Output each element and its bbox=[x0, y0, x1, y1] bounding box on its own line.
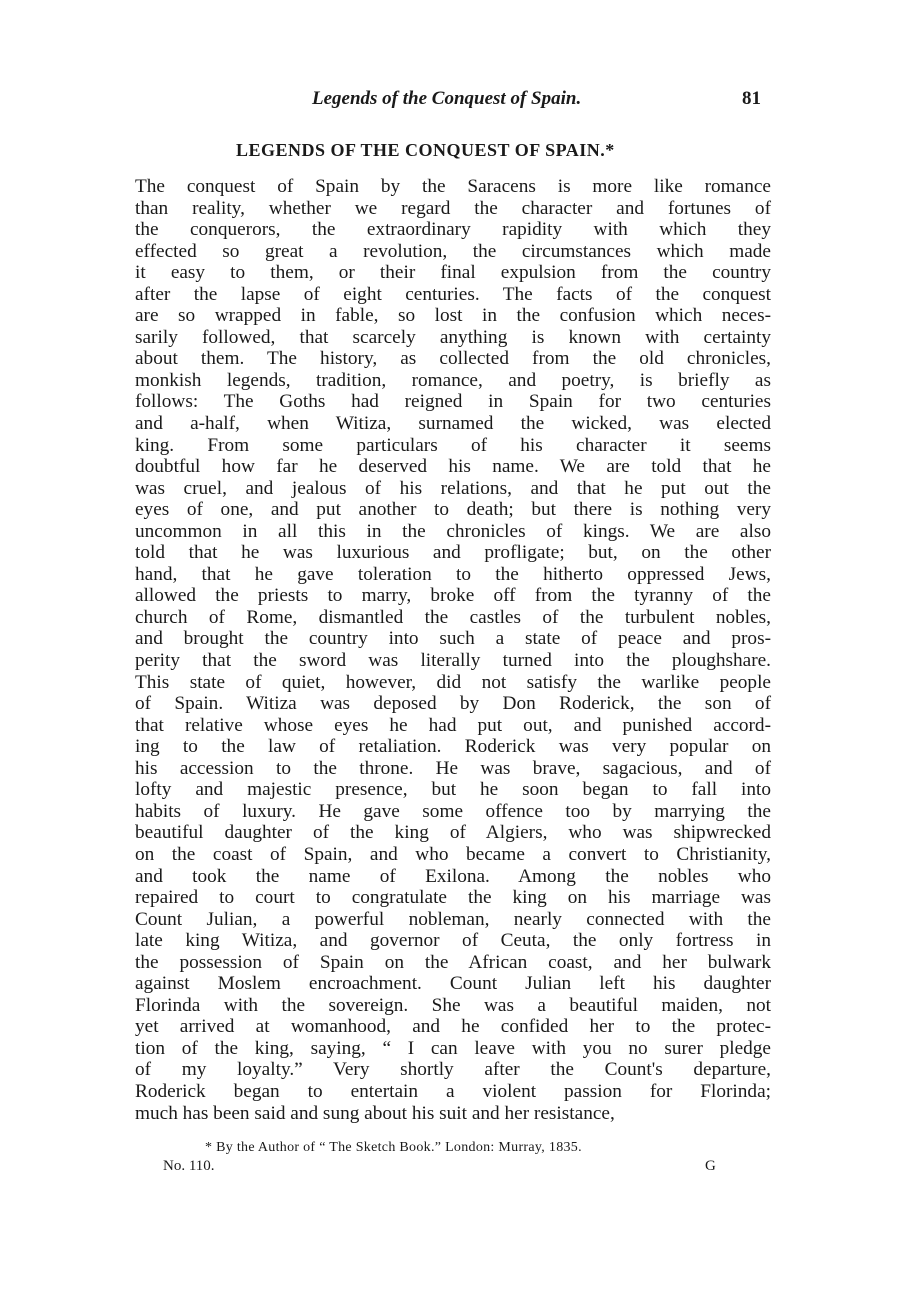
text-line: effected so great a revolution, the circumstances which made bbox=[135, 240, 771, 262]
text-line: and a-half, when Witiza, surnamed the wicked, was elected bbox=[135, 413, 771, 435]
text-line: the possession of Spain on the African coast, and her bulwark bbox=[135, 951, 771, 973]
text-line: yet arrived at womanhood, and he confided her to the protec- bbox=[135, 1016, 771, 1038]
text-line: hand, that he gave toleration to the hitherto oppressed Jews, bbox=[135, 563, 771, 585]
text-line: king. From some particulars of his character it seems bbox=[135, 434, 771, 456]
text-line: Roderick began to entertain a violent passion for Florinda; bbox=[135, 1080, 771, 1102]
text-line: Florinda with the sovereign. She was a beautiful maiden, not bbox=[135, 994, 771, 1016]
text-line: late king Witiza, and governor of Ceuta, the only fortress in bbox=[135, 930, 771, 952]
text-line: uncommon in all this in the chronicles of kings. We are also bbox=[135, 520, 771, 542]
text-line: lofty and majestic presence, but he soon began to fall into bbox=[135, 779, 771, 801]
text-line: of Spain. Witiza was deposed by Don Roderick, the son of bbox=[135, 693, 771, 715]
text-line: allowed the priests to marry, broke off from the tyranny of the bbox=[135, 585, 771, 607]
text-line: his accession to the throne. He was brave, sagacious, and of bbox=[135, 757, 771, 779]
text-line: perity that the sword was literally turned into the ploughshare. bbox=[135, 650, 771, 672]
text-line: it easy to them, or their final expulsion from the country bbox=[135, 262, 771, 284]
text-line: about them. The history, as collected from the old chronicles, bbox=[135, 348, 771, 370]
text-line: doubtful how far he deserved his name. We are told that he bbox=[135, 456, 771, 478]
text-line: of my loyalty.” Very shortly after the Count's departure, bbox=[135, 1059, 771, 1081]
text-line: after the lapse of eight centuries. The facts of the conquest bbox=[135, 283, 771, 305]
text-line: church of Rome, dismantled the castles of the turbulent nobles, bbox=[135, 606, 771, 628]
text-line: and took the name of Exilona. Among the nobles who bbox=[135, 865, 771, 887]
page-number: 81 bbox=[742, 88, 761, 109]
text-line: Count Julian, a powerful nobleman, nearly connected with the bbox=[135, 908, 771, 930]
running-head: Legends of the Conquest of Spain. bbox=[312, 88, 582, 109]
text-line: beautiful daughter of the king of Algiers, who was shipwrecked bbox=[135, 822, 771, 844]
signature-mark: G bbox=[705, 1158, 716, 1174]
text-line: repaired to court to congratulate the king on his marriage was bbox=[135, 887, 771, 909]
text-line: The conquest of Spain by the Saracens is more like romance bbox=[135, 176, 771, 197]
text-line: against Moslem encroachment. Count Julian left his daughter bbox=[135, 973, 771, 995]
text-line: and brought the country into such a state of peace and pros- bbox=[135, 628, 771, 650]
text-line: much has been said and sung about his suit and her resistance, bbox=[135, 1102, 615, 1124]
text-line: tion of the king, saying, “ I can leave with you no surer pledge bbox=[135, 1037, 771, 1059]
text-line: This state of quiet, however, did not satisfy the warlike people bbox=[135, 671, 771, 693]
text-line: follows: The Goths had reigned in Spain for two centuries bbox=[135, 391, 771, 413]
text-line: eyes of one, and put another to death; but there is nothing very bbox=[135, 499, 771, 521]
text-line: the conquerors, the extraordinary rapidity with which they bbox=[135, 219, 771, 241]
text-line: habits of luxury. He gave some offence too by marrying the bbox=[135, 800, 771, 822]
issue-number: No. 110. bbox=[163, 1158, 215, 1174]
text-line: than reality, whether we regard the character and fortunes of bbox=[135, 197, 771, 219]
text-line: that relative whose eyes he had put out, and punished accord- bbox=[135, 714, 771, 736]
text-line: are so wrapped in fable, so lost in the confusion which neces- bbox=[135, 305, 771, 327]
footnote: * By the Author of “ The Sketch Book.” London: Murray, 1835. bbox=[205, 1140, 582, 1155]
text-line: monkish legends, tradition, romance, and poetry, is briefly as bbox=[135, 369, 771, 391]
text-line: was cruel, and jealous of his relations, and that he put out the bbox=[135, 477, 771, 499]
text-line: told that he was luxurious and profligate; but, on the other bbox=[135, 542, 771, 564]
text-line: on the coast of Spain, and who became a convert to Christianity, bbox=[135, 843, 771, 865]
text-line: sarily followed, that scarcely anything is known with certainty bbox=[135, 326, 771, 348]
body-text bbox=[135, 176, 771, 1124]
text-line: ing to the law of retaliation. Roderick was very popular on bbox=[135, 736, 771, 758]
article-title: LEGENDS OF THE CONQUEST OF SPAIN.* bbox=[236, 140, 615, 160]
